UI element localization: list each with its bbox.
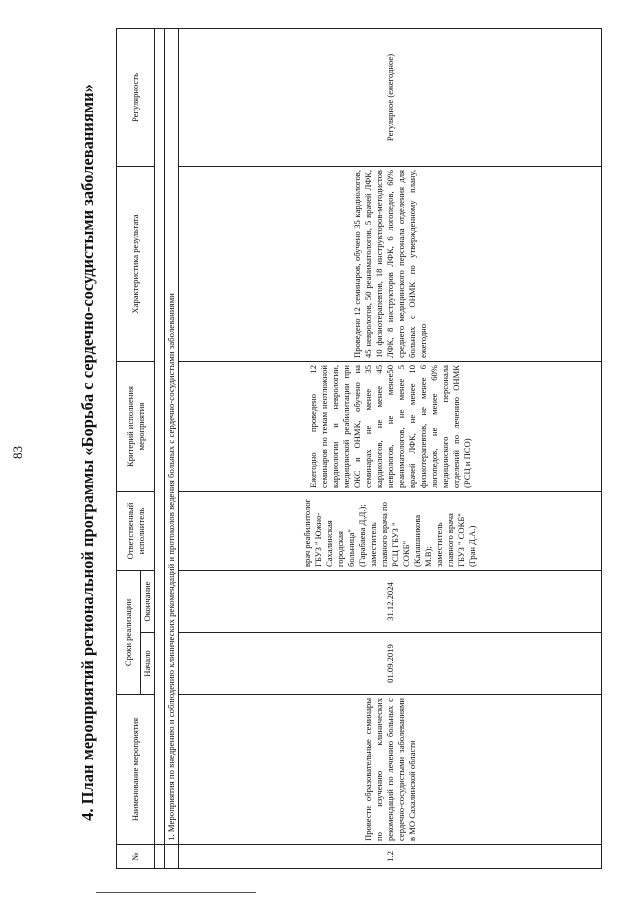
blank-cell <box>155 845 165 869</box>
responsible-line: врач реабилитолог ГБУЗ " Южно-Сахалинская городская больница" (Гарабаева Д.Д.); <box>302 498 368 567</box>
header-num: № <box>117 845 155 869</box>
row-end: 31.12.2024 <box>179 571 602 633</box>
document-title: 4. План мероприятий региональной программы «Борьба с сердечно-сосудистыми заболеваниями» <box>78 84 97 821</box>
row-name: Провести образовательные семинары по изучению клинических рекомендаций по лечению больных с сердечно-сосудистыми заболеваниями в МО Сахалинской области <box>179 695 602 845</box>
page-number: 83 <box>10 446 25 459</box>
scan-artifact-line <box>96 892 256 893</box>
blank-cell <box>155 29 165 845</box>
header-responsible: Ответственный исполнитель <box>117 492 155 571</box>
section-row <box>165 29 179 869</box>
row-regularity: Регулярное (ежегодное) <box>179 29 602 167</box>
row-result: Проведено 12 семинаров, обучено 35 кардиологов, 45 неврологов, 50 реаниматологов, 5 врачей ЛФК, 10 физиотерапевтов, 18 инструкторов-методистов ЛФК, 8 инструкторов ЛФК, 6 логопедов, 60% среднего медицинского персонала отделения для больных с ОНМК по утвержденному плану, ежегодно <box>179 167 602 362</box>
section-title: 1. Мероприятия по внедрению и соблюдению клинических рекомендаций и протоколов ведения больных с сердечно-сосудистыми заболеваниями <box>165 29 179 845</box>
row-criterion: Ежегодно проведено 12 семинаров по темам неотложной кардиологии и неврологии, медицинской реабилитации при ОКС и ОНМК, обучено на семинарах не менее 35 кардиологов, не менее 45 неврологов, не менее50 реаниматологов, не менее 5 врачей ЛФК, не менее 10 физиотерапевтов, не менее 6 логопедов, не менее 60% медицинского персонала отделений по лечению ОНМК (РСЦ и ПСО) <box>179 362 602 492</box>
header-row <box>117 29 141 869</box>
header-end: Окончание <box>141 571 155 633</box>
responsible-line: заместитель главного врача ГБУЗ " СОКБ" (Гран Д.А.) <box>434 513 478 567</box>
row-start: 01.09.2019 <box>179 633 602 695</box>
header-start: Начало <box>141 633 155 695</box>
section-num-cell <box>165 845 179 869</box>
header-name: Наименование мероприятия <box>117 695 155 845</box>
row-num: 1.2 <box>179 845 602 869</box>
header-result: Характеристика результата <box>117 167 155 362</box>
header-regularity: Регулярность <box>117 29 155 167</box>
responsible-line: заместитель главного врача по РСЦ ГБУЗ " СОКБ" (Калашникова М.В); <box>368 502 434 567</box>
blank-row <box>155 29 165 869</box>
row-responsible <box>179 492 602 571</box>
plan-table <box>116 28 602 869</box>
header-terms: Сроки реализации <box>117 571 141 695</box>
table-row <box>179 29 602 869</box>
header-criterion: Критерий исполнения мероприятия <box>117 362 155 492</box>
